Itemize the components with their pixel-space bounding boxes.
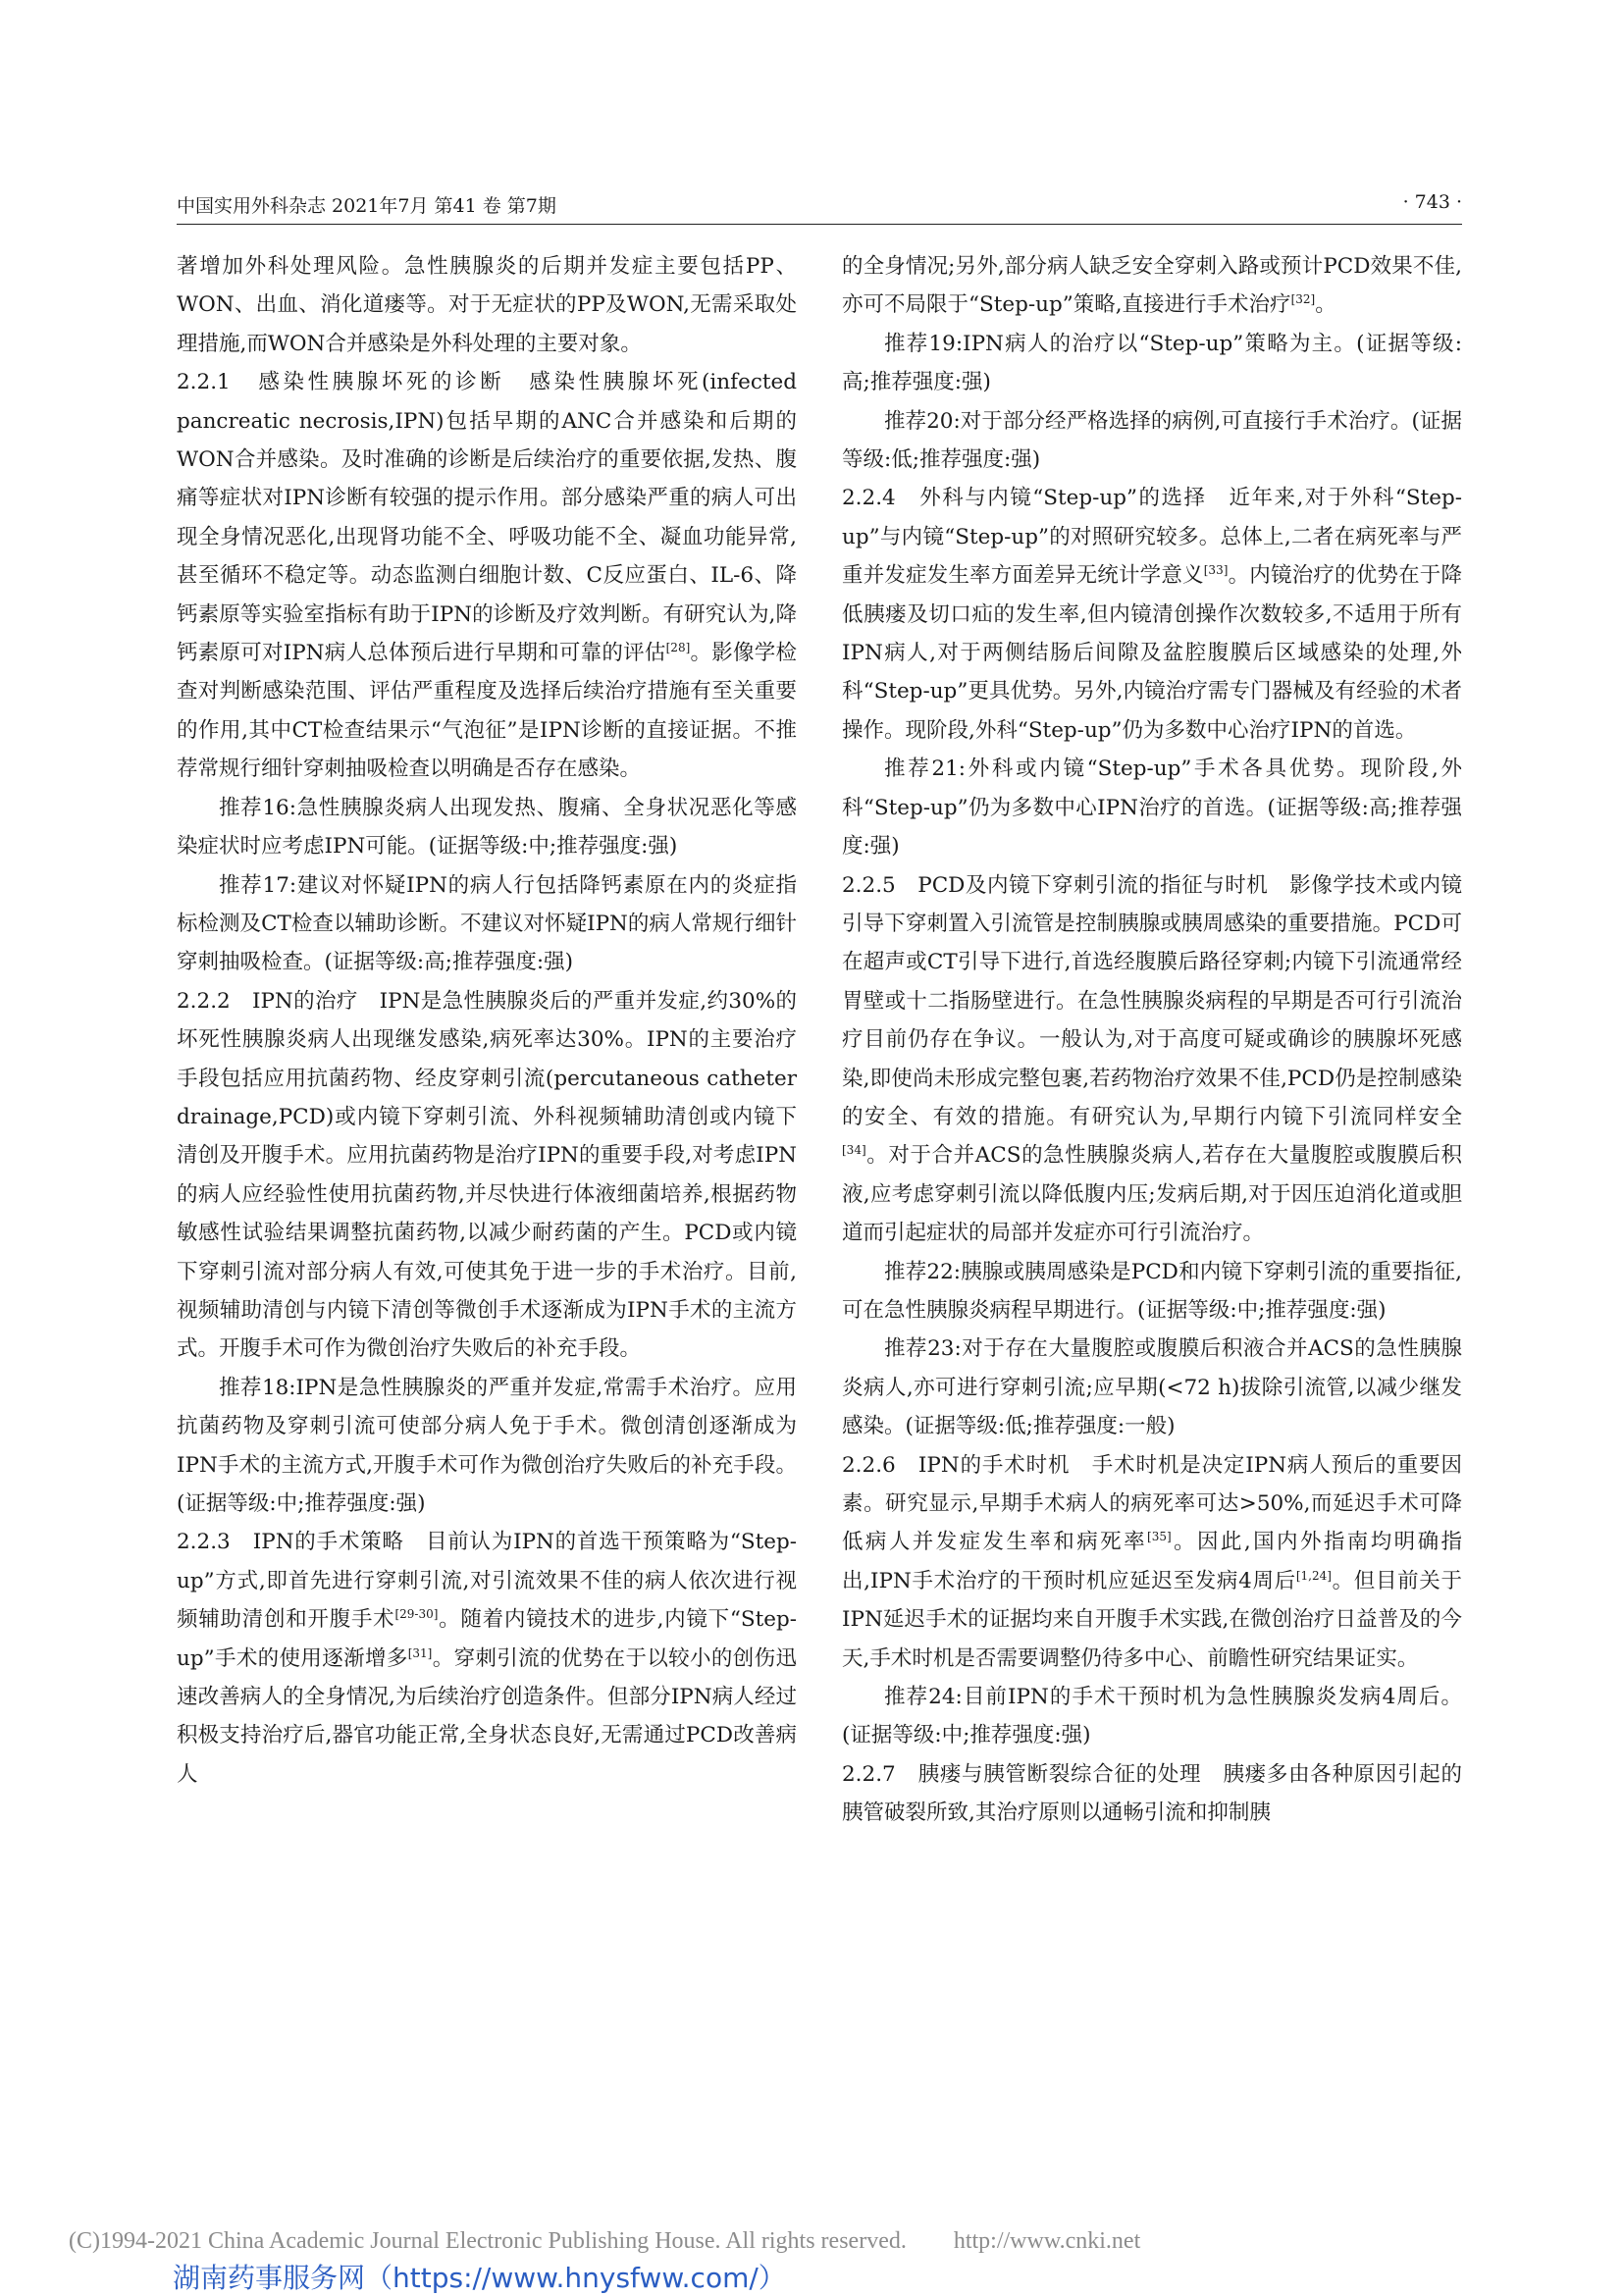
citation-ref: [29-30] xyxy=(394,1607,439,1622)
paragraph-text: 。随着内镜技术的进步,内镜下“Step-up”手术的使用逐渐增多 xyxy=(177,1607,797,1671)
citation-ref: [35] xyxy=(1147,1530,1172,1544)
citation-ref: [1,24] xyxy=(1295,1568,1332,1583)
citation-ref: [28] xyxy=(665,640,691,654)
recommendation-paragraph xyxy=(842,1678,1462,1755)
body-paragraph xyxy=(842,1446,1462,1678)
paragraph-text: 2.2.5 PCD及内镜下穿刺引流的指征与时机 影像学技术或内镜引导下穿刺置入引流管是控制胰腺或胰周感染的重要措施。PCD可在超声或CT引导下进行,首选经腹膜后路径穿刺;内镜下引流通常经胃壁或十二指肠壁进行。在急性胰腺炎病程的早期是否可行引流治疗目前仍存在争议。一般认为,对于高度可疑或确诊的胰腺坏死感染,即使尚未形成完整包裹,若药物治疗效果不佳,PCD仍是控制感染的安全、有效的措施。有研究认为,早期行内镜下引流同样安全 xyxy=(842,872,1462,1129)
recommendation-paragraph xyxy=(842,1330,1462,1445)
body-paragraph xyxy=(177,247,797,363)
body-paragraph xyxy=(842,1755,1462,1833)
body-paragraph xyxy=(177,982,797,1369)
right-column xyxy=(842,247,1462,1833)
paragraph-text: 推荐21:外科或内镜“Step-up”手术各具优势。现阶段,外科“Step-up”仍为多数中心IPN治疗的首选。(证据等级:高;推荐强度:强) xyxy=(842,757,1462,860)
recommendation-paragraph xyxy=(842,750,1462,865)
paragraph-text: 2.2.4 外科与内镜“Step-up”的选择 近年来,对于外科“Step-up”与内镜“Step-up”的对照研究较多。总体上,二者在病死率与严重并发症发生率方面差异无统计学意义 xyxy=(842,486,1462,589)
citation-ref: [32] xyxy=(1290,292,1316,307)
body-paragraph xyxy=(177,363,797,788)
paragraph-text: 推荐20:对于部分经严格选择的病例,可直接行手术治疗。(证据等级:低;推荐强度:强) xyxy=(842,408,1462,473)
running-header xyxy=(177,191,1462,219)
copyright-line: (C)1994-2021 China Academic Journal Electronic Publishing House. All rights reserved. http://www.cnki.net xyxy=(69,2228,1141,2254)
recommendation-paragraph xyxy=(842,1253,1462,1331)
paragraph-text: 。 xyxy=(1315,292,1336,318)
recommendation-paragraph xyxy=(177,1369,797,1524)
paragraph-text: 。但目前关于IPN延迟手术的证据均来自开腹手术实践,在微创治疗日益普及的今天,手术时机是否需要调整仍待多中心、前瞻性研究结果证实。 xyxy=(842,1568,1462,1671)
paragraph-text: 2.2.1 感染性胰腺坏死的诊断 感染性胰腺坏死(infected pancreatic necrosis,IPN)包括早期的ANC合并感染和后期的WON合并感染。及时准确的诊断是后续治疗的重要依据,发热、腹痛等症状对IPN诊断有较强的提示作用。部分感染严重的病人可出现全身情况恶化,出现肾功能不全、呼吸功能不全、凝血功能异常,甚至循环不稳定等。动态监测白细胞计数、C反应蛋白、IL-6、降钙素原等实验室指标有助于IPN的诊断及疗效判断。有研究认为,降钙素原可对IPN病人总体预后进行早期和可靠的评估 xyxy=(177,370,797,666)
paragraph-text: 。内镜治疗的优势在于降低胰瘘及切口疝的发生率,但内镜清创操作次数较多,不适用于所有IPN病人,对于两侧结肠后间隙及盆腔腹膜后区域感染的处理,外科“Step-up”更具优势。另外,内镜治疗需专门器械及有经验的术者操作。现阶段,外科“Step-up”仍为多数中心治疗IPN的首选。 xyxy=(842,563,1462,743)
left-column xyxy=(177,247,797,1794)
paragraph-text: 推荐23:对于存在大量腹腔或腹膜后积液合并ACS的急性胰腺炎病人,亦可进行穿刺引流;应早期(<72 h)拔除引流管,以减少继发感染。(证据等级:低;推荐强度:一般) xyxy=(842,1336,1462,1439)
paragraph-text: 2.2.2 IPN的治疗 IPN是急性胰腺炎后的严重并发症,约30%的坏死性胰腺炎病人出现继发感染,病死率达30%。IPN的主要治疗手段包括应用抗菌药物、经皮穿刺引流(percutaneous catheter drainage,PCD)或内镜下穿刺引流、外科视频辅助清创或内镜下清创及开腹手术。应用抗菌药物是治疗IPN的重要手段,对考虑IPN的病人应经验性使用抗菌药物,并尽快进行体液细菌培养,根据药物敏感性试验结果调整抗菌药物,以减少耐药菌的产生。PCD或内镜下穿刺引流对部分病人有效,可使其免于进一步的手术治疗。目前,视频辅助清创与内镜下清创等微创手术逐渐成为IPN手术的主流方式。开腹手术可作为微创治疗失败后的补充手段。 xyxy=(177,988,797,1362)
paragraph-text: 推荐24:目前IPN的手术干预时机为急性胰腺炎发病4周后。(证据等级:中;推荐强度:强) xyxy=(842,1685,1462,1748)
paragraph-text: 推荐19:IPN病人的治疗以“Step-up”策略为主。(证据等级:高;推荐强度:强) xyxy=(842,331,1462,395)
paragraph-text: 2.2.3 IPN的手术策略 目前认为IPN的首选干预策略为“Step-up”方式,即首先进行穿刺引流,对引流效果不佳的病人依次进行视频辅助清创和开腹手术 xyxy=(177,1530,797,1633)
paragraph-text: 。因此,国内外指南均明确指出,IPN手术治疗的干预时机应延迟至发病4周后 xyxy=(842,1530,1462,1593)
recommendation-paragraph xyxy=(842,402,1462,480)
paragraph-text: 的全身情况;另外,部分病人缺乏安全穿刺入路或预计PCD效果不佳,亦可不局限于“Step-up”策略,直接进行手术治疗 xyxy=(842,254,1462,318)
watermark-site-link[interactable]: 湖南药事服务网（https://www.hnysfww.com/） xyxy=(173,2262,786,2294)
paragraph-text: 推荐18:IPN是急性胰腺炎的严重并发症,常需手术治疗。应用抗菌药物及穿刺引流可使部分病人免于手术。微创清创逐渐成为IPN手术的主流方式,开腹手术可作为微创治疗失败后的补充手段。(证据等级:中;推荐强度:强) xyxy=(177,1375,797,1516)
recommendation-paragraph xyxy=(177,789,797,866)
recommendation-paragraph xyxy=(842,325,1462,402)
header-rule xyxy=(177,224,1462,225)
paragraph-text: 2.2.7 胰瘘与胰管断裂综合征的处理 胰瘘多由各种原因引起的胰管破裂所致,其治疗原则以通畅引流和抑制胰 xyxy=(842,1761,1462,1826)
paragraph-text: 2.2.6 IPN的手术时机 手术时机是决定IPN病人预后的重要因素。研究显示,早期手术病人的病死率可达>50%,而延迟手术可降低病人并发症发生率和病死率 xyxy=(842,1452,1462,1555)
paragraph-text: 推荐17:建议对怀疑IPN的病人行包括降钙素原在内的炎症指标检测及CT检查以辅助诊断。不建议对怀疑IPN的病人常规行细针穿刺抽吸检查。(证据等级:高;推荐强度:强) xyxy=(177,872,797,975)
page-number: · 743 · xyxy=(1402,191,1462,213)
paragraph-text: 著增加外科处理风险。急性胰腺炎的后期并发症主要包括PP、WON、出血、消化道瘘等。对于无症状的PP及WON,无需采取处理措施,而WON合并感染是外科处理的主要对象。 xyxy=(177,254,797,356)
journal-title: 中国实用外科杂志 2021年7月 第41 卷 第7期 xyxy=(177,195,556,217)
paragraph-text: 推荐16:急性胰腺炎病人出现发热、腹痛、全身状况恶化等感染症状时应考虑IPN可能。(证据等级:中;推荐强度:强) xyxy=(177,795,797,860)
body-paragraph xyxy=(842,479,1462,750)
body-paragraph xyxy=(842,866,1462,1253)
paragraph-text: 。穿刺引流的优势在于以较小的创伤迅速改善病人的全身情况,为后续治疗创造条件。但部分IPN病人经过积极支持治疗后,器官功能正常,全身状态良好,无需通过PCD改善病人 xyxy=(177,1645,797,1787)
recommendation-paragraph xyxy=(177,866,797,982)
body-paragraph xyxy=(842,247,1462,325)
paragraph-text: 推荐22:胰腺或胰周感染是PCD和内镜下穿刺引流的重要指征,可在急性胰腺炎病程早期进行。(证据等级:中;推荐强度:强) xyxy=(842,1259,1462,1323)
body-paragraph xyxy=(177,1523,797,1794)
citation-ref: [33] xyxy=(1203,563,1229,578)
paragraph-text: 。影像学检查对判断感染范围、评估严重程度及选择后续治疗措施有至关重要的作用,其中CT检查结果示“气泡征”是IPN诊断的直接证据。不推荐常规行细针穿刺抽吸检查以明确是否存在感染。 xyxy=(177,641,797,782)
paragraph-text: 。对于合并ACS的急性胰腺炎病人,若存在大量腹腔或腹膜后积液,应考虑穿刺引流以降低腹内压;发病后期,对于因压迫消化道或胆道而引起症状的局部并发症亦可行引流治疗。 xyxy=(842,1143,1462,1246)
citation-ref: [34] xyxy=(842,1143,866,1158)
citation-ref: [31] xyxy=(407,1645,433,1660)
